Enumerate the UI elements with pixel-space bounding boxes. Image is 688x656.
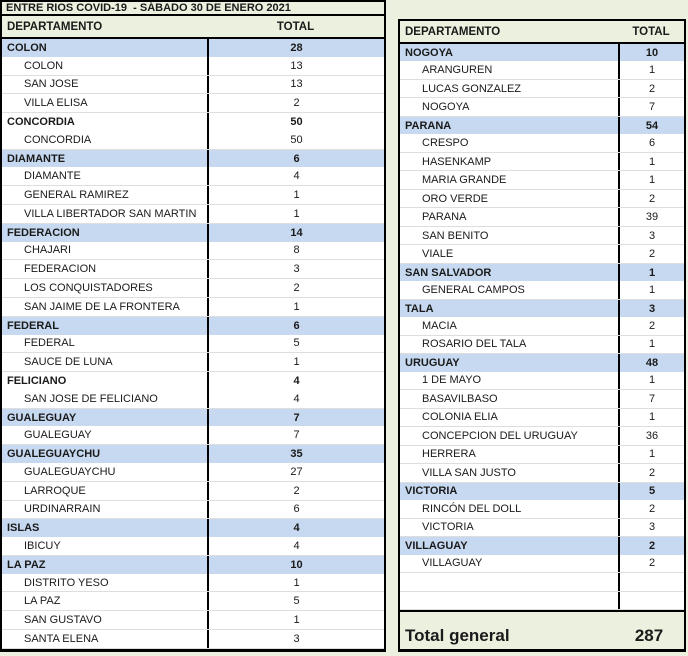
grand-total-row — [400, 610, 684, 649]
table-row — [2, 57, 384, 76]
table-row — [2, 205, 384, 224]
department-cell: FELICIANO — [7, 374, 67, 387]
total-cell: 4 — [207, 167, 384, 185]
table-row — [2, 372, 384, 390]
department-cell: URUGUAY — [405, 356, 460, 369]
right-table-header — [400, 21, 684, 44]
department-cell: NOGOYA — [405, 46, 453, 59]
total-cell: 10 — [207, 556, 384, 574]
total-cell: 6 — [207, 150, 384, 168]
total-cell: 1 — [618, 153, 684, 170]
department-cell: VICTORIA — [422, 521, 474, 534]
total-cell: 1 — [618, 171, 684, 188]
total-cell: 7 — [207, 426, 384, 444]
left-table-header — [2, 16, 384, 39]
total-cell: 27 — [207, 463, 384, 481]
total-cell: 2 — [618, 80, 684, 97]
table-row — [400, 555, 684, 573]
total-cell: 7 — [618, 98, 684, 115]
department-cell: GUALEGUAY — [24, 429, 92, 442]
department-cell: TALA — [405, 302, 434, 315]
total-cell: 3 — [618, 227, 684, 244]
table-row — [2, 390, 384, 409]
table-row — [400, 190, 684, 208]
total-cell: 1 — [207, 353, 384, 371]
table-row — [400, 208, 684, 226]
total-cell: 2 — [618, 500, 684, 517]
department-cell: COLONIA ELIA — [422, 411, 498, 424]
department-cell: VIALE — [422, 248, 454, 261]
table-row — [400, 80, 684, 98]
empty-row — [400, 592, 684, 610]
department-cell: ROSARIO DEL TALA — [422, 338, 527, 351]
department-cell: COLON — [7, 41, 47, 54]
department-cell: FEDERACION — [7, 226, 80, 239]
total-cell: 6 — [207, 317, 384, 335]
department-cell: HERRERA — [422, 448, 476, 461]
department-cell: VILLA ELISA — [24, 97, 88, 110]
department-cell: VILLA LIBERTADOR SAN MARTIN — [24, 207, 197, 220]
total-cell: 50 — [207, 113, 384, 131]
total-cell: 2 — [207, 279, 384, 297]
total-cell: 5 — [207, 592, 384, 610]
department-cell: SANTA ELENA — [24, 632, 99, 645]
table-row — [400, 281, 684, 299]
total-cell: 1 — [618, 281, 684, 298]
table-row — [2, 131, 384, 150]
table-row — [2, 224, 384, 242]
table-row — [2, 353, 384, 372]
table-row — [2, 94, 384, 113]
table-row — [2, 611, 384, 630]
department-cell: GUALEGUAYCHU — [24, 465, 116, 478]
department-cell: LARROQUE — [24, 484, 86, 497]
department-cell: URDINARRAIN — [24, 503, 101, 516]
table-row — [400, 354, 684, 371]
total-cell: 2 — [618, 317, 684, 334]
column-header-total: TOTAL — [276, 20, 315, 33]
total-cell: 13 — [207, 76, 384, 94]
total-cell: 2 — [618, 464, 684, 481]
total-cell: 3 — [207, 260, 384, 278]
table-row — [400, 427, 684, 445]
table-row — [400, 153, 684, 171]
department-cell: CONCEPCION DEL URUGUAY — [422, 429, 578, 442]
total-cell: 6 — [207, 501, 384, 519]
department-cell: RINCÓN DEL DOLL — [422, 502, 522, 515]
department-cell: PARANA — [405, 119, 452, 132]
table-row — [2, 445, 384, 463]
department-cell: DIAMANTE — [24, 170, 81, 183]
department-cell: FEDERAL — [24, 337, 75, 350]
table-row — [400, 317, 684, 335]
department-cell: IBICUY — [24, 539, 61, 552]
total-cell: 4 — [207, 372, 384, 390]
table-row — [2, 242, 384, 261]
department-cell: SAN JOSE — [24, 78, 79, 91]
total-cell: 3 — [618, 300, 684, 317]
table-row — [2, 317, 384, 335]
total-cell: 14 — [207, 224, 384, 242]
table-row — [400, 500, 684, 518]
department-cell: ISLAS — [7, 522, 40, 535]
table-row — [2, 39, 384, 57]
department-cell: ARANGUREN — [422, 64, 493, 77]
total-cell: 4 — [207, 519, 384, 537]
table-row — [2, 630, 384, 649]
table-row — [2, 260, 384, 279]
department-cell: LA PAZ — [24, 595, 61, 608]
table-row — [2, 537, 384, 556]
department-cell: VICTORIA — [405, 485, 458, 498]
department-cell: LA PAZ — [7, 558, 46, 571]
column-header-departamento: DEPARTAMENTO — [7, 20, 103, 33]
total-cell: 3 — [207, 630, 384, 648]
table-row — [400, 134, 684, 152]
department-cell: HASENKAMP — [422, 155, 492, 168]
table-row — [400, 372, 684, 390]
department-cell: SAN JAIME DE LA FRONTERA — [24, 300, 180, 313]
grand-total-label: Total general — [405, 626, 510, 645]
table-row — [400, 171, 684, 189]
total-cell: 36 — [618, 427, 684, 444]
left-table — [0, 16, 386, 652]
total-cell: 50 — [207, 131, 384, 149]
table-row — [400, 483, 684, 500]
total-cell: 8 — [207, 242, 384, 260]
table-row — [2, 426, 384, 445]
empty-row — [400, 573, 684, 591]
department-cell: SAN GUSTAVO — [24, 614, 102, 627]
department-cell: NOGOYA — [422, 101, 470, 114]
total-cell: 2 — [618, 537, 684, 554]
total-cell: 2 — [618, 555, 684, 572]
department-cell: LUCAS GONZALEZ — [422, 82, 522, 95]
department-cell: COLON — [24, 59, 64, 72]
department-cell: VILLA SAN JUSTO — [422, 466, 516, 479]
total-cell: 1 — [618, 409, 684, 426]
total-cell: 4 — [207, 537, 384, 555]
table-row — [2, 279, 384, 298]
total-cell: 7 — [207, 409, 384, 427]
report-title: ENTRE RIOS COVID-19 - SÁBADO 30 DE ENERO 2021 — [0, 0, 386, 16]
department-cell: DIAMANTE — [7, 152, 66, 165]
department-cell: BASAVILBASO — [422, 392, 498, 405]
table-row — [400, 390, 684, 408]
table-row — [2, 501, 384, 520]
table-row — [400, 44, 684, 61]
table-row — [400, 245, 684, 263]
table-row — [2, 76, 384, 95]
table-row — [400, 61, 684, 79]
column-header-departamento: DEPARTAMENTO — [405, 25, 501, 38]
department-cell: VILLAGUAY — [422, 557, 483, 570]
department-cell: CONCORDIA — [24, 133, 92, 146]
department-cell: CHAJARI — [24, 244, 72, 257]
department-cell: GENERAL CAMPOS — [422, 284, 525, 297]
total-cell: 2 — [207, 94, 384, 112]
department-cell: GUALEGUAY — [7, 411, 77, 424]
column-header-total: TOTAL — [632, 25, 670, 38]
department-cell: MARIA GRANDE — [422, 174, 507, 187]
department-cell: DISTRITO YESO — [24, 576, 109, 589]
department-cell — [400, 573, 618, 590]
table-row — [2, 150, 384, 168]
total-cell: 13 — [207, 57, 384, 75]
department-cell: CONCORDIA — [7, 116, 75, 129]
right-table-rows — [400, 44, 684, 610]
total-cell: 39 — [618, 208, 684, 225]
total-cell: 1 — [618, 336, 684, 353]
total-cell: 48 — [618, 354, 684, 371]
table-row — [2, 298, 384, 317]
total-cell: 10 — [618, 44, 684, 61]
department-cell: SAN JOSE DE FELICIANO — [24, 392, 158, 405]
table-row — [400, 264, 684, 281]
total-cell: 1 — [207, 205, 384, 223]
table-row — [2, 482, 384, 501]
department-cell: 1 DE MAYO — [422, 374, 482, 387]
table-row — [400, 464, 684, 482]
table-row — [400, 446, 684, 464]
total-cell: 1 — [207, 574, 384, 592]
table-row — [2, 574, 384, 593]
department-cell: GUALEGUAYCHU — [7, 448, 101, 461]
department-cell: SAN SALVADOR — [405, 266, 492, 279]
department-cell: ORO VERDE — [422, 192, 489, 205]
department-cell: VILLAGUAY — [405, 539, 468, 552]
department-cell: PARANA — [422, 211, 467, 224]
table-row — [400, 117, 684, 134]
total-cell: 1 — [618, 61, 684, 78]
total-cell: 5 — [618, 483, 684, 500]
department-cell: LOS CONQUISTADORES — [24, 282, 153, 295]
total-cell — [618, 592, 684, 609]
department-cell: SAUCE DE LUNA — [24, 356, 113, 369]
total-cell: 2 — [207, 482, 384, 500]
total-cell: 35 — [207, 445, 384, 463]
table-row — [2, 409, 384, 427]
table-row — [2, 167, 384, 186]
total-cell: 1 — [618, 372, 684, 389]
table-row — [400, 227, 684, 245]
total-cell: 6 — [618, 134, 684, 151]
right-table — [398, 19, 686, 652]
table-row — [2, 335, 384, 354]
table-row — [400, 336, 684, 354]
table-row — [400, 519, 684, 537]
total-cell: 2 — [618, 245, 684, 262]
total-cell: 1 — [207, 298, 384, 316]
table-row — [400, 409, 684, 427]
table-row — [2, 186, 384, 205]
department-cell: GENERAL RAMIREZ — [24, 189, 129, 202]
department-cell: FEDERAL — [7, 319, 59, 332]
total-cell: 7 — [618, 390, 684, 407]
total-cell: 1 — [618, 446, 684, 463]
total-cell: 5 — [207, 335, 384, 353]
department-cell: FEDERACION — [24, 263, 97, 276]
total-cell: 54 — [618, 117, 684, 134]
table-row — [400, 300, 684, 317]
table-row — [400, 537, 684, 554]
table-row — [400, 98, 684, 116]
total-cell: 1 — [207, 186, 384, 204]
total-cell — [618, 573, 684, 590]
table-row — [2, 463, 384, 482]
total-cell: 3 — [618, 519, 684, 536]
department-cell: MACIA — [422, 320, 457, 332]
grand-total-value: 287 — [634, 626, 664, 645]
total-cell: 1 — [207, 611, 384, 629]
table-row — [2, 113, 384, 131]
total-cell: 28 — [207, 39, 384, 57]
table-row — [2, 592, 384, 611]
department-cell: SAN BENITO — [422, 229, 489, 242]
table-row — [2, 556, 384, 574]
department-cell — [400, 592, 618, 609]
department-cell: CRESPO — [422, 137, 469, 150]
table-row — [2, 519, 384, 537]
total-cell: 1 — [618, 264, 684, 281]
total-cell: 2 — [618, 190, 684, 207]
left-table-rows — [2, 39, 384, 649]
total-cell: 4 — [207, 390, 384, 408]
